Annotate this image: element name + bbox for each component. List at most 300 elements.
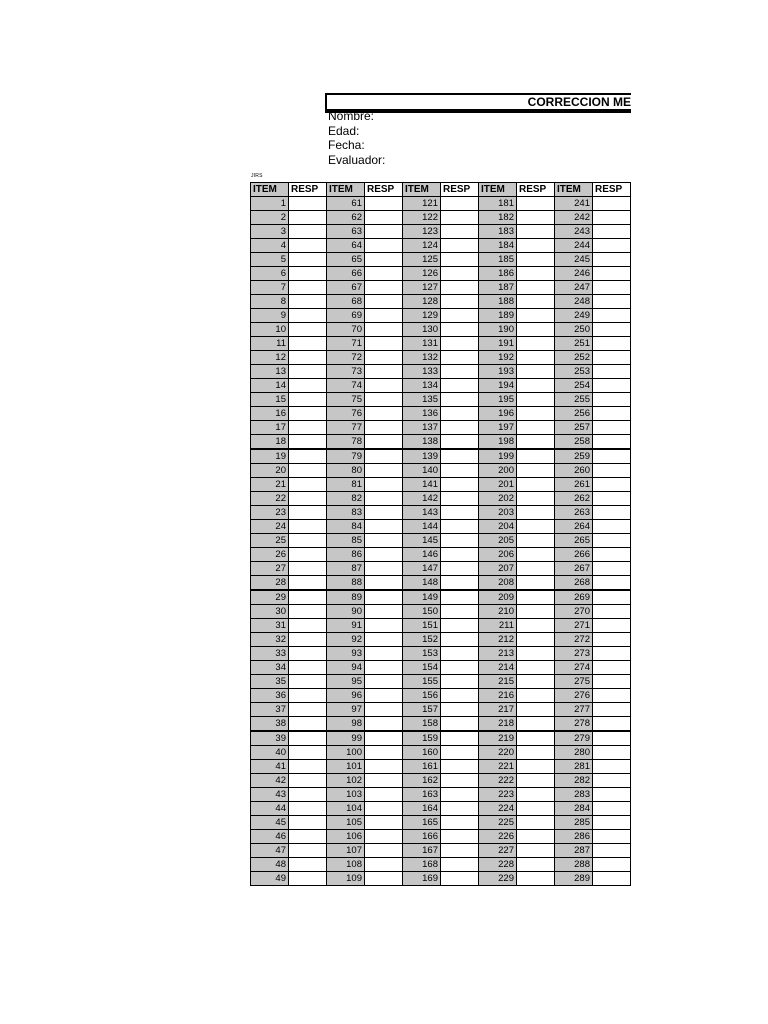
response-cell[interactable] [441, 562, 479, 576]
response-cell[interactable] [517, 421, 555, 435]
response-cell[interactable] [365, 225, 403, 239]
response-cell[interactable] [441, 802, 479, 816]
response-cell[interactable] [289, 253, 327, 267]
response-cell[interactable] [517, 647, 555, 661]
response-cell[interactable] [289, 633, 327, 647]
response-cell[interactable] [289, 464, 327, 478]
response-cell[interactable] [441, 211, 479, 225]
response-cell[interactable] [517, 225, 555, 239]
response-cell[interactable] [441, 281, 479, 295]
response-cell[interactable] [365, 619, 403, 633]
item-number-cell: 151 [403, 619, 441, 633]
response-cell[interactable] [441, 407, 479, 421]
response-cell[interactable] [593, 562, 631, 576]
response-cell[interactable] [365, 562, 403, 576]
item-number-cell: 33 [251, 647, 289, 661]
response-cell[interactable] [593, 492, 631, 506]
response-cell[interactable] [289, 267, 327, 281]
response-cell[interactable] [593, 717, 631, 732]
response-cell[interactable] [517, 872, 555, 886]
response-cell[interactable] [365, 872, 403, 886]
response-cell[interactable] [441, 689, 479, 703]
item-number-cell: 197 [479, 421, 517, 435]
response-cell[interactable] [517, 816, 555, 830]
response-cell[interactable] [441, 534, 479, 548]
response-cell[interactable] [365, 844, 403, 858]
response-cell[interactable] [289, 703, 327, 717]
item-header: ITEM [479, 183, 517, 197]
item-number-cell: 160 [403, 746, 441, 760]
response-cell[interactable] [289, 562, 327, 576]
response-cell[interactable] [517, 295, 555, 309]
item-number-cell: 90 [327, 605, 365, 619]
response-cell[interactable] [593, 802, 631, 816]
response-cell[interactable] [517, 492, 555, 506]
response-cell[interactable] [365, 393, 403, 407]
response-cell[interactable] [365, 816, 403, 830]
response-cell[interactable] [441, 365, 479, 379]
response-cell[interactable] [441, 492, 479, 506]
response-cell[interactable] [441, 351, 479, 365]
response-cell[interactable] [365, 478, 403, 492]
response-cell[interactable] [441, 746, 479, 760]
response-cell[interactable] [517, 703, 555, 717]
response-cell[interactable] [517, 449, 555, 464]
response-cell[interactable] [289, 534, 327, 548]
response-cell[interactable] [365, 717, 403, 732]
response-cell[interactable] [517, 576, 555, 591]
response-cell[interactable] [517, 379, 555, 393]
response-cell[interactable] [593, 774, 631, 788]
response-cell[interactable] [593, 661, 631, 675]
item-number-cell: 47 [251, 844, 289, 858]
response-cell[interactable] [593, 421, 631, 435]
response-cell[interactable] [365, 774, 403, 788]
response-cell[interactable] [365, 760, 403, 774]
response-cell[interactable] [593, 534, 631, 548]
response-cell[interactable] [365, 633, 403, 647]
response-cell[interactable] [593, 464, 631, 478]
item-number-cell: 226 [479, 830, 517, 844]
response-cell[interactable] [441, 633, 479, 647]
response-cell[interactable] [441, 323, 479, 337]
item-number-cell: 94 [327, 661, 365, 675]
response-cell[interactable] [517, 267, 555, 281]
item-number-cell: 252 [555, 351, 593, 365]
response-cell[interactable] [517, 774, 555, 788]
response-cell[interactable] [365, 675, 403, 689]
item-number-cell: 25 [251, 534, 289, 548]
response-cell[interactable] [517, 365, 555, 379]
response-cell[interactable] [365, 435, 403, 450]
response-cell[interactable] [593, 449, 631, 464]
response-cell[interactable] [517, 661, 555, 675]
response-cell[interactable] [365, 788, 403, 802]
item-number-cell: 202 [479, 492, 517, 506]
response-cell[interactable] [289, 239, 327, 253]
response-cell[interactable] [593, 788, 631, 802]
response-cell[interactable] [517, 633, 555, 647]
response-cell[interactable] [517, 407, 555, 421]
item-number-cell: 40 [251, 746, 289, 760]
response-cell[interactable] [441, 774, 479, 788]
response-cell[interactable] [593, 590, 631, 605]
item-number-cell: 283 [555, 788, 593, 802]
response-cell[interactable] [517, 478, 555, 492]
response-cell[interactable] [289, 379, 327, 393]
response-cell[interactable] [365, 211, 403, 225]
response-cell[interactable] [593, 760, 631, 774]
response-cell[interactable] [365, 576, 403, 591]
response-cell[interactable] [593, 478, 631, 492]
response-cell[interactable] [365, 746, 403, 760]
response-cell[interactable] [517, 830, 555, 844]
response-cell[interactable] [593, 703, 631, 717]
response-cell[interactable] [441, 197, 479, 211]
response-cell[interactable] [593, 225, 631, 239]
response-cell[interactable] [289, 520, 327, 534]
item-number-cell: 105 [327, 816, 365, 830]
response-cell[interactable] [365, 239, 403, 253]
response-cell[interactable] [441, 267, 479, 281]
response-cell[interactable] [441, 435, 479, 450]
response-cell[interactable] [517, 534, 555, 548]
response-cell[interactable] [593, 281, 631, 295]
response-cell[interactable] [593, 407, 631, 421]
response-cell[interactable] [365, 365, 403, 379]
response-cell[interactable] [289, 830, 327, 844]
response-cell[interactable] [517, 760, 555, 774]
response-cell[interactable] [365, 197, 403, 211]
item-number-cell: 257 [555, 421, 593, 435]
response-cell[interactable] [517, 506, 555, 520]
item-number-cell: 68 [327, 295, 365, 309]
item-number-cell: 275 [555, 675, 593, 689]
response-cell[interactable] [517, 746, 555, 760]
item-number-cell: 284 [555, 802, 593, 816]
response-cell[interactable] [289, 365, 327, 379]
response-cell[interactable] [365, 534, 403, 548]
response-cell[interactable] [517, 253, 555, 267]
response-cell[interactable] [517, 323, 555, 337]
response-cell[interactable] [593, 816, 631, 830]
response-cell[interactable] [441, 830, 479, 844]
response-cell[interactable] [517, 337, 555, 351]
response-cell[interactable] [289, 407, 327, 421]
response-cell[interactable] [289, 858, 327, 872]
response-cell[interactable] [365, 253, 403, 267]
item-number-cell: 182 [479, 211, 517, 225]
item-number-cell: 169 [403, 872, 441, 886]
response-cell[interactable] [365, 407, 403, 421]
response-cell[interactable] [365, 449, 403, 464]
response-cell[interactable] [441, 253, 479, 267]
response-cell[interactable] [593, 619, 631, 633]
response-cell[interactable] [441, 590, 479, 605]
item-number-cell: 96 [327, 689, 365, 703]
response-cell[interactable] [593, 323, 631, 337]
response-cell[interactable] [289, 760, 327, 774]
response-cell[interactable] [441, 506, 479, 520]
response-cell[interactable] [517, 309, 555, 323]
response-cell[interactable] [289, 449, 327, 464]
response-cell[interactable] [593, 267, 631, 281]
item-number-cell: 152 [403, 633, 441, 647]
response-cell[interactable] [365, 506, 403, 520]
response-cell[interactable] [365, 267, 403, 281]
response-cell[interactable] [441, 464, 479, 478]
response-cell[interactable] [289, 661, 327, 675]
response-cell[interactable] [517, 520, 555, 534]
response-cell[interactable] [517, 393, 555, 407]
response-cell[interactable] [441, 421, 479, 435]
response-cell[interactable] [365, 337, 403, 351]
response-cell[interactable] [289, 548, 327, 562]
response-cell[interactable] [441, 619, 479, 633]
response-cell[interactable] [289, 337, 327, 351]
response-cell[interactable] [593, 211, 631, 225]
response-cell[interactable] [517, 239, 555, 253]
response-cell[interactable] [593, 337, 631, 351]
response-cell[interactable] [517, 605, 555, 619]
response-cell[interactable] [289, 492, 327, 506]
response-cell[interactable] [441, 717, 479, 732]
response-cell[interactable] [593, 351, 631, 365]
response-cell[interactable] [289, 281, 327, 295]
response-cell[interactable] [441, 858, 479, 872]
response-cell[interactable] [517, 802, 555, 816]
table-row [251, 760, 631, 774]
response-cell[interactable] [365, 281, 403, 295]
response-cell[interactable] [593, 576, 631, 591]
response-cell[interactable] [517, 281, 555, 295]
response-cell[interactable] [517, 435, 555, 450]
item-number-cell: 127 [403, 281, 441, 295]
response-cell[interactable] [593, 858, 631, 872]
response-cell[interactable] [365, 661, 403, 675]
response-cell[interactable] [365, 323, 403, 337]
response-cell[interactable] [441, 816, 479, 830]
response-cell[interactable] [593, 872, 631, 886]
response-cell[interactable] [517, 731, 555, 746]
response-cell[interactable] [289, 323, 327, 337]
item-number-cell: 220 [479, 746, 517, 760]
item-number-cell: 138 [403, 435, 441, 450]
response-cell[interactable] [365, 830, 403, 844]
response-cell[interactable] [593, 435, 631, 450]
item-number-cell: 277 [555, 703, 593, 717]
response-cell[interactable] [289, 816, 327, 830]
response-cell[interactable] [593, 309, 631, 323]
response-cell[interactable] [517, 351, 555, 365]
response-cell[interactable] [593, 295, 631, 309]
response-cell[interactable] [441, 788, 479, 802]
response-cell[interactable] [593, 633, 631, 647]
item-header: ITEM [403, 183, 441, 197]
response-cell[interactable] [593, 675, 631, 689]
item-number-cell: 45 [251, 816, 289, 830]
response-cell[interactable] [441, 393, 479, 407]
response-cell[interactable] [289, 605, 327, 619]
item-header: ITEM [251, 183, 289, 197]
response-cell[interactable] [517, 211, 555, 225]
response-cell[interactable] [441, 661, 479, 675]
response-cell[interactable] [593, 647, 631, 661]
response-cell[interactable] [593, 605, 631, 619]
response-cell[interactable] [441, 760, 479, 774]
table-row [251, 633, 631, 647]
response-cell[interactable] [365, 492, 403, 506]
response-cell[interactable] [365, 309, 403, 323]
response-cell[interactable] [441, 478, 479, 492]
item-number-cell: 196 [479, 407, 517, 421]
response-cell[interactable] [517, 717, 555, 732]
response-cell[interactable] [593, 830, 631, 844]
response-cell[interactable] [365, 731, 403, 746]
response-cell[interactable] [517, 548, 555, 562]
response-cell[interactable] [593, 746, 631, 760]
response-cell[interactable] [289, 590, 327, 605]
response-cell[interactable] [289, 774, 327, 788]
item-number-cell: 76 [327, 407, 365, 421]
response-cell[interactable] [517, 619, 555, 633]
table-row [251, 605, 631, 619]
response-cell[interactable] [517, 464, 555, 478]
response-cell[interactable] [593, 253, 631, 267]
response-cell[interactable] [441, 295, 479, 309]
response-cell[interactable] [593, 379, 631, 393]
response-cell[interactable] [441, 731, 479, 746]
item-number-cell: 128 [403, 295, 441, 309]
response-cell[interactable] [593, 239, 631, 253]
response-cell[interactable] [441, 647, 479, 661]
response-cell[interactable] [365, 647, 403, 661]
response-cell[interactable] [289, 225, 327, 239]
response-cell[interactable] [365, 295, 403, 309]
response-cell[interactable] [289, 844, 327, 858]
item-number-cell: 155 [403, 675, 441, 689]
response-cell[interactable] [365, 802, 403, 816]
response-cell[interactable] [289, 619, 327, 633]
response-cell[interactable] [593, 731, 631, 746]
table-row [251, 858, 631, 872]
response-cell[interactable] [365, 858, 403, 872]
item-number-cell: 164 [403, 802, 441, 816]
item-number-cell: 279 [555, 731, 593, 746]
response-cell[interactable] [441, 548, 479, 562]
response-cell[interactable] [441, 703, 479, 717]
response-cell[interactable] [441, 239, 479, 253]
response-cell[interactable] [289, 295, 327, 309]
response-cell[interactable] [441, 844, 479, 858]
response-cell[interactable] [517, 788, 555, 802]
response-cell[interactable] [289, 731, 327, 746]
response-cell[interactable] [365, 520, 403, 534]
response-cell[interactable] [593, 365, 631, 379]
response-cell[interactable] [289, 351, 327, 365]
item-number-cell: 139 [403, 449, 441, 464]
table-row [251, 562, 631, 576]
response-cell[interactable] [289, 689, 327, 703]
item-number-cell: 74 [327, 379, 365, 393]
response-cell[interactable] [593, 520, 631, 534]
response-cell[interactable] [289, 506, 327, 520]
item-number-cell: 243 [555, 225, 593, 239]
response-cell[interactable] [289, 478, 327, 492]
response-cell[interactable] [441, 309, 479, 323]
response-cell[interactable] [365, 464, 403, 478]
response-cell[interactable] [365, 605, 403, 619]
response-cell[interactable] [593, 844, 631, 858]
item-number-cell: 62 [327, 211, 365, 225]
response-cell[interactable] [593, 548, 631, 562]
response-cell[interactable] [289, 309, 327, 323]
response-cell[interactable] [365, 379, 403, 393]
response-cell[interactable] [441, 520, 479, 534]
response-cell[interactable] [517, 858, 555, 872]
item-number-cell: 72 [327, 351, 365, 365]
response-cell[interactable] [441, 449, 479, 464]
response-cell[interactable] [289, 211, 327, 225]
response-cell[interactable] [289, 421, 327, 435]
response-cell[interactable] [593, 506, 631, 520]
response-cell[interactable] [365, 421, 403, 435]
item-number-cell: 258 [555, 435, 593, 450]
response-cell[interactable] [289, 746, 327, 760]
response-cell[interactable] [441, 872, 479, 886]
response-cell[interactable] [441, 605, 479, 619]
response-cell[interactable] [289, 675, 327, 689]
response-cell[interactable] [289, 788, 327, 802]
response-cell[interactable] [289, 197, 327, 211]
response-cell[interactable] [441, 576, 479, 591]
response-cell[interactable] [517, 590, 555, 605]
response-cell[interactable] [441, 675, 479, 689]
response-cell[interactable] [289, 576, 327, 591]
response-cell[interactable] [517, 562, 555, 576]
response-cell[interactable] [289, 393, 327, 407]
response-cell[interactable] [517, 689, 555, 703]
response-cell[interactable] [593, 197, 631, 211]
response-cell[interactable] [289, 717, 327, 732]
response-cell[interactable] [517, 197, 555, 211]
response-cell[interactable] [365, 703, 403, 717]
response-cell[interactable] [365, 351, 403, 365]
item-number-cell: 253 [555, 365, 593, 379]
item-number-cell: 108 [327, 858, 365, 872]
response-cell[interactable] [441, 225, 479, 239]
item-number-cell: 185 [479, 253, 517, 267]
response-cell[interactable] [289, 435, 327, 450]
item-number-cell: 121 [403, 197, 441, 211]
response-cell[interactable] [441, 337, 479, 351]
response-cell[interactable] [365, 689, 403, 703]
response-cell[interactable] [593, 689, 631, 703]
item-number-cell: 142 [403, 492, 441, 506]
response-cell[interactable] [593, 393, 631, 407]
response-cell[interactable] [289, 647, 327, 661]
response-cell[interactable] [289, 872, 327, 886]
table-row [251, 309, 631, 323]
response-cell[interactable] [365, 548, 403, 562]
response-cell[interactable] [517, 844, 555, 858]
table-row [251, 816, 631, 830]
response-cell[interactable] [517, 675, 555, 689]
response-cell[interactable] [441, 379, 479, 393]
response-cell[interactable] [289, 802, 327, 816]
table-row [251, 506, 631, 520]
response-cell[interactable] [365, 590, 403, 605]
